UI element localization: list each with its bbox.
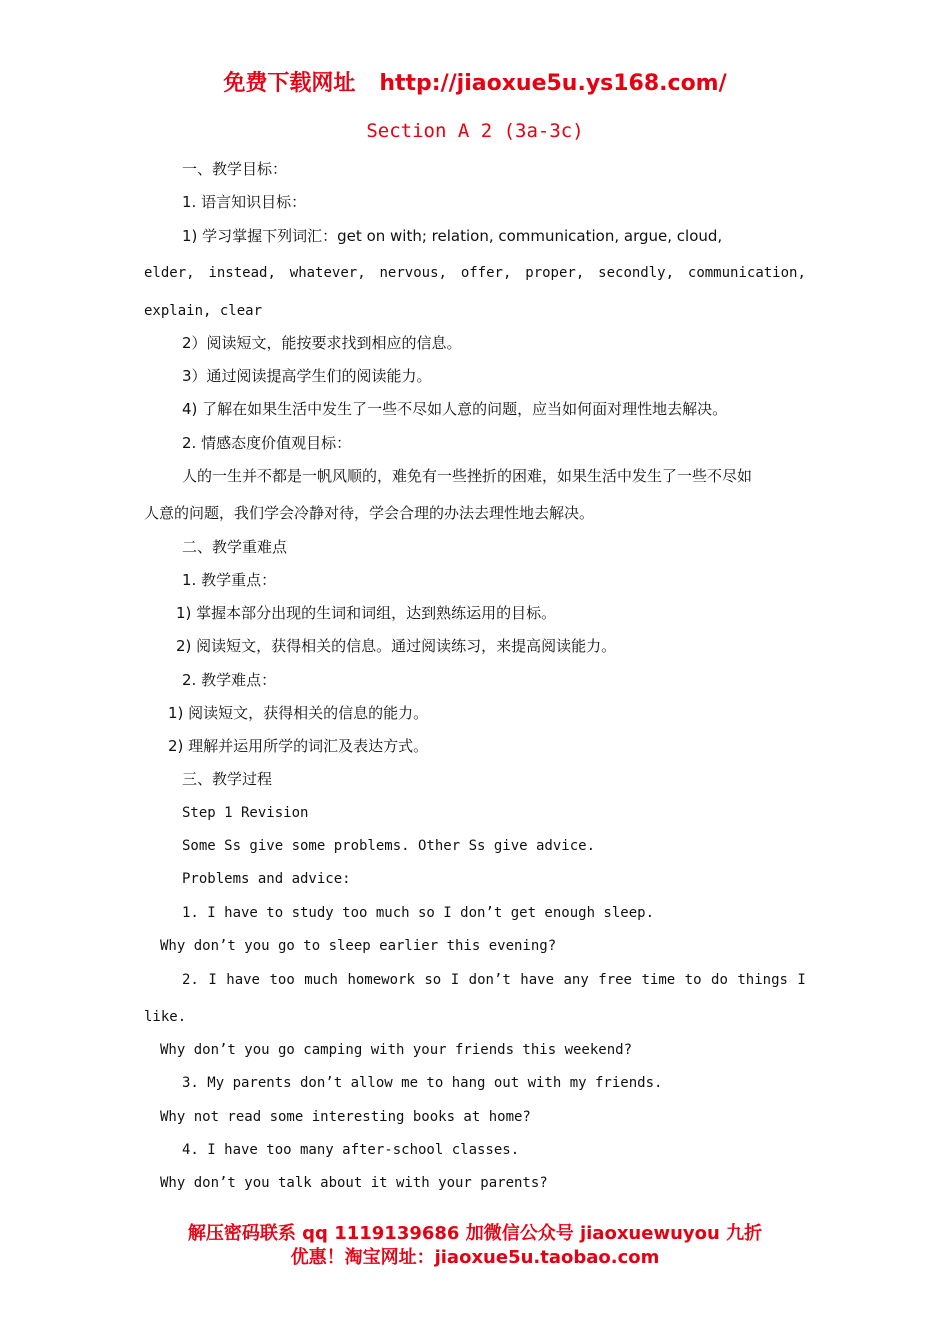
heading-language-goals: 1. 语言知识目标： (182, 193, 307, 211)
vocab-word: offer, (460, 265, 512, 281)
problem-2-word: much (304, 972, 338, 988)
vocab-word: communication, (687, 265, 806, 281)
section-title: Section A 2 (3a-3c) (366, 120, 584, 142)
vocab-line-3: explain, clear (144, 303, 263, 319)
advice-1: Why don’t you go to sleep earlier this evening? (160, 938, 557, 954)
vocab-line-2 (144, 263, 806, 283)
problem-2-word: time (641, 972, 676, 988)
problem-2-word: do (711, 972, 728, 988)
step-1-description: Some Ss give some problems. Other Ss give advice. (182, 838, 596, 854)
difficult-point-2: 2) 理解并运用所学的词汇及表达方式。 (168, 737, 429, 755)
footer-shop-line: 优惠！淘宝网址：jiaoxue5u.taobao.com (290, 1247, 660, 1268)
problem-2-word: things (737, 972, 788, 988)
key-point-1: 1) 掌握本部分出现的生词和词组，达到熟练运用的目标。 (176, 604, 557, 622)
vocab-word: nervous, (379, 265, 447, 281)
vocab-word: instead, (208, 265, 276, 281)
download-label: 免费下载网址 (223, 71, 356, 96)
problem-2-word: so (424, 972, 442, 988)
download-url-link[interactable]: http://jiaoxue5u.ys168.com/ (379, 71, 727, 96)
download-banner (0, 66, 950, 97)
key-point-2: 2) 阅读短文，获得相关的信息。通过阅读练习，来提高阅读能力。 (176, 637, 617, 655)
heading-objectives: 一、教学目标： (182, 160, 288, 178)
heading-difficult-points: 2. 教学难点： (182, 671, 277, 689)
objective-4: 4) 了解在如果生活中发生了一些不尽如人意的问题，应当如何面对理性地去解决。 (182, 400, 728, 418)
problem-2-word: any (563, 972, 589, 988)
problems-advice-heading: Problems and advice: (182, 871, 351, 887)
problem-2-word: have (226, 972, 260, 988)
problem-1: 1. I have to study too much so I don’t get enough sleep. (182, 905, 655, 921)
emotion-paragraph-line-1: 人的一生并不都是一帆风顺的，难免有一些挫折的困难，如果生活中发生了一些不尽如 (182, 467, 753, 485)
vocab-word: proper, (525, 265, 585, 281)
vocab-word: secondly, (598, 265, 675, 281)
problem-2-line-1 (182, 970, 806, 990)
problem-2-word: have (520, 972, 554, 988)
advice-2: Why don’t you go camping with your friends this weekend? (160, 1042, 633, 1058)
step-1-heading: Step 1 Revision (182, 805, 309, 821)
problem-4: 4. I have too many after-school classes. (182, 1142, 520, 1158)
objective-3: 3）通过阅读提高学生们的阅读能力。 (182, 367, 432, 385)
vocab-word: elder, (144, 265, 195, 281)
problem-2-word: too (269, 972, 295, 988)
problem-2-word: I (208, 972, 217, 988)
vocab-word: whatever, (289, 265, 366, 281)
problem-2-line-2: like. (144, 1009, 187, 1025)
footer-contact-line: 解压密码联系 qq 1119139686 加微信公众号 jiaoxuewuyou 九折 (187, 1223, 763, 1244)
problem-2-word: don’t (468, 972, 511, 988)
problem-2-word: I (450, 972, 460, 988)
problem-2-word: I (797, 972, 806, 988)
problem-2-word: to (684, 972, 702, 988)
problem-3: 3. My parents don’t allow me to hang out with my friends. (182, 1075, 663, 1091)
objective-2: 2）阅读短文，能按要求找到相应的信息。 (182, 334, 462, 352)
heading-emotion-goals: 2. 情感态度价值观目标： (182, 434, 352, 452)
heading-key-points: 1. 教学重点： (182, 571, 277, 589)
advice-4: Why don’t you talk about it with your parents? (160, 1175, 548, 1191)
problem-2-word: 2. (182, 972, 199, 988)
difficult-point-1: 1) 阅读短文，获得相关的信息的能力。 (168, 704, 429, 722)
problem-2-word: free (598, 972, 632, 988)
problem-2-word: homework (347, 972, 415, 988)
heading-key-difficult: 二、教学重难点 (182, 538, 288, 556)
heading-teaching-process: 三、教学过程 (182, 770, 273, 788)
vocab-intro: 1) 学习掌握下列词汇：get on with; relation, communication, argue, cloud, (182, 227, 723, 245)
emotion-paragraph-line-2: 人意的问题，我们学会冷静对待，学会合理的办法去理性地去解决。 (144, 504, 595, 522)
advice-3: Why not read some interesting books at home? (160, 1109, 531, 1125)
